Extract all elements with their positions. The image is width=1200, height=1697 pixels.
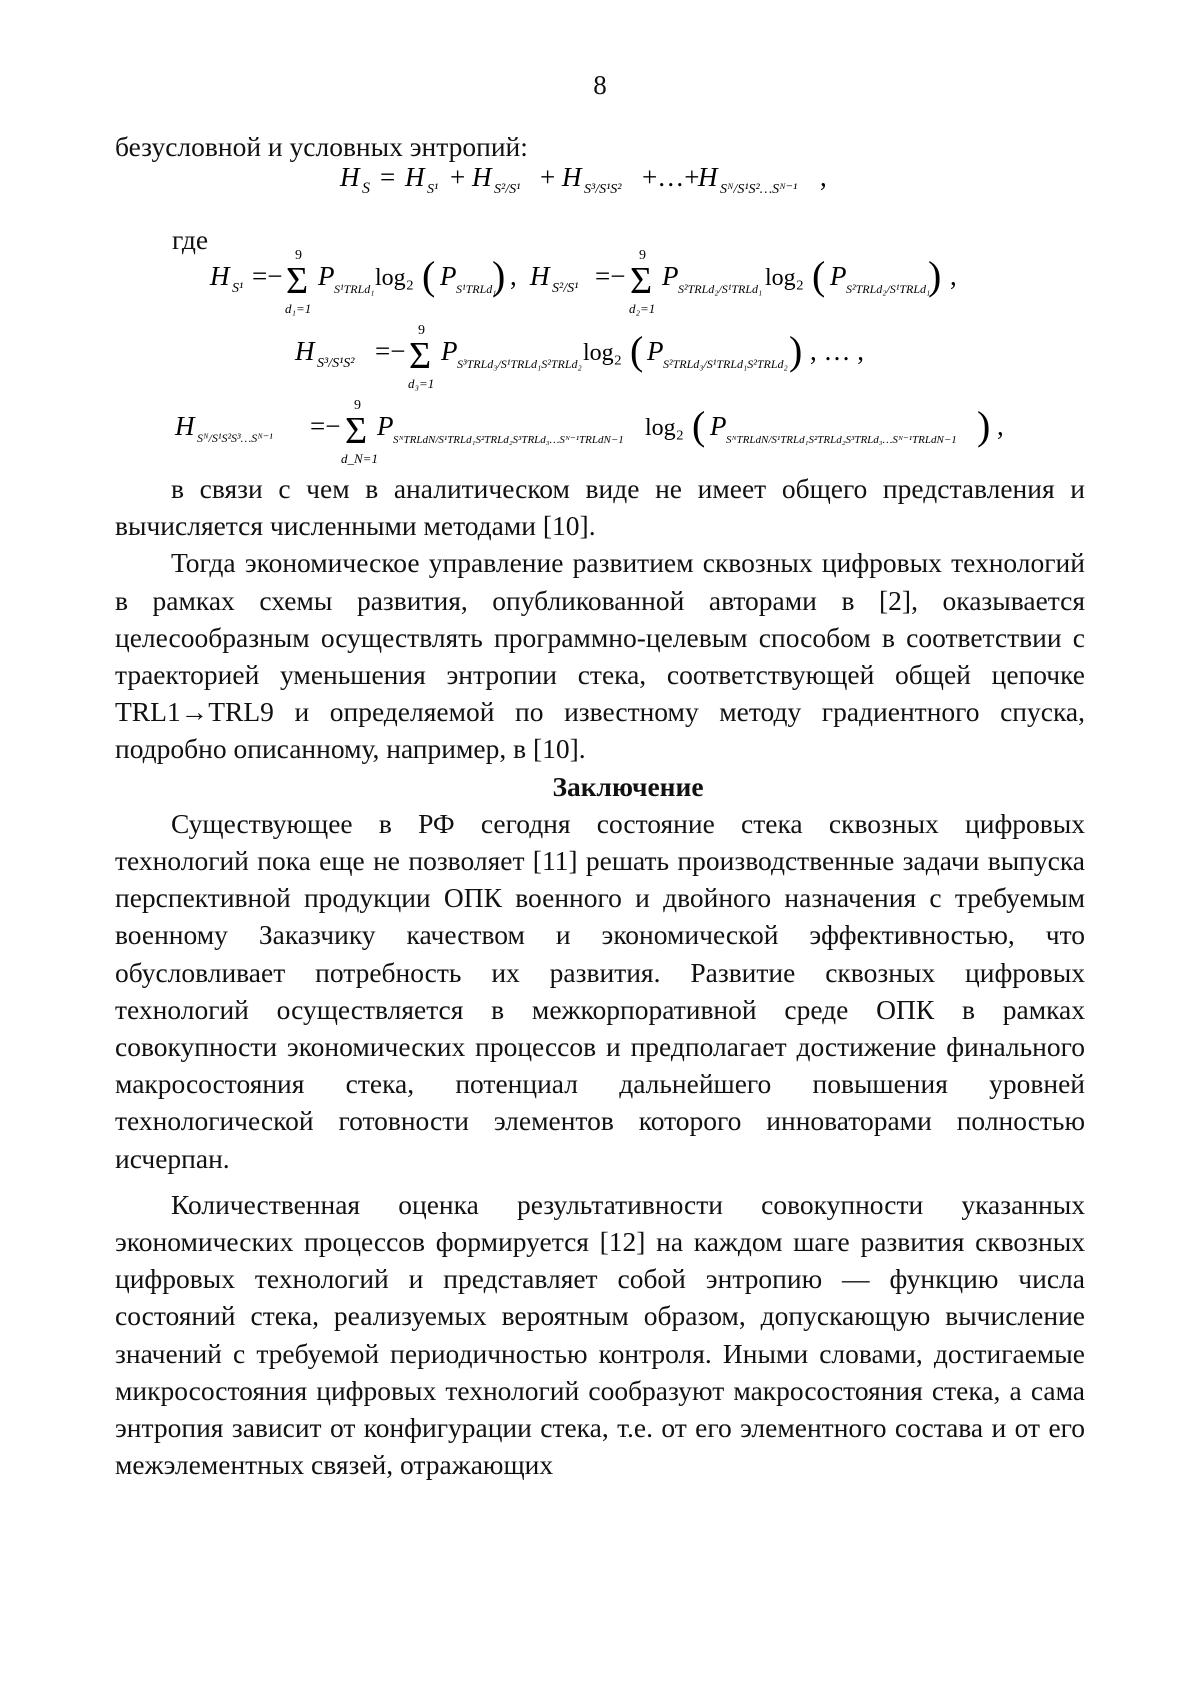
svg-text:log₂: log₂ [583,340,623,366]
svg-text:S¹: S¹ [427,182,439,197]
svg-text:P: P [441,336,458,366]
formula-h3 [285,320,905,400]
svg-text:P: P [710,411,727,441]
svg-text:S: S [362,180,370,197]
paragraph-3: Существующее в РФ сегодня состояние стека сквозных цифровых технологий пока еще не позволяет [11] решать производственные задачи выпуска перспективной продукции ОПК военного и двойного назначения с требуемым военному Заказчику качеством и экономической эффективностью, что обусловливает потребность их развития. Развитие сквозных цифровых технологий осуществляется в межкорпоративной среде ОПК в рамках совокупности экономических процессов и предполагает достижение финального макросостояния стека, потенциал дальнейшего повышения уровней технологической готовности элементов которого инноваторами полностью исчерпан. [115,807,1085,1174]
svg-text:,: , [510,261,517,291]
svg-text:H: H [562,162,582,192]
svg-text:P: P [318,261,335,291]
svg-text:+: + [540,162,556,192]
formula-h1-h2 [200,245,1080,325]
svg-text:S²/S¹: S²/S¹ [552,281,579,296]
svg-text:Σ: Σ [409,335,432,377]
svg-text:9: 9 [418,323,425,338]
svg-text:Σ: Σ [286,260,309,302]
svg-text:Σ: Σ [345,410,368,452]
where-word: где [172,224,209,255]
page-number: 8 [593,70,607,100]
svg-text:=−: =− [310,411,341,441]
svg-text:(: ( [630,328,644,373]
formula-hn [165,395,1095,475]
body-text [115,470,1085,1483]
svg-text:H: H [295,336,315,366]
paragraph-1: в связи с чем в аналитическом виде не имеет общего представления и вычисляется численными методами [10]. [115,473,1085,542]
svg-text:H: H [472,162,492,192]
svg-text:S²/S¹: S²/S¹ [494,182,521,197]
svg-text:S³/S¹S²: S³/S¹S² [317,356,355,371]
svg-text:9: 9 [295,248,302,263]
svg-text:,: , [950,261,957,291]
svg-text:S¹TRLd₁: S¹TRLd₁ [334,282,375,296]
svg-text:H: H [210,261,230,291]
svg-text:P: P [647,336,664,366]
svg-text:(: ( [812,253,826,298]
svg-text:S²TRLd₂/S¹TRLd₁: S²TRLd₂/S¹TRLd₁ [678,282,763,296]
svg-text:SᴺTRLdN/S¹TRLd₁S²TRLd₂S³TRLd₃…: SᴺTRLdN/S¹TRLd₁S²TRLd₂S³TRLd₃…Sᴺ⁻¹TRLdN−1 [393,434,624,446]
svg-text:d_N=1: d_N=1 [341,451,378,466]
svg-text:S¹TRLd₁: S¹TRLd₁ [456,282,497,296]
svg-text:S³TRLd₃/S¹TRLd₁S²TRLd₂: S³TRLd₃/S¹TRLd₁S²TRLd₂ [457,357,582,371]
svg-text:=−: =− [252,261,283,291]
svg-text:+…+: +…+ [642,162,700,192]
svg-text:log₂: log₂ [375,265,415,291]
paragraph-2: Тогда экономическое управление развитием сквозных цифровых технологий в рамках схемы развития, опубликованной авторами в [2], оказывается целесообразным осуществлять программно-целевым способом в соответствии с траекторией уменьшения энтропии стека, соответствующей общей цепочке TRL1→TRL9 и определяемой по известному методу градиентного спуска, подробно описанному, например, в [10]. [115,547,1085,765]
svg-text:, … ,: , … , [810,336,864,366]
svg-text:log₂: log₂ [765,265,805,291]
svg-text:log₂: log₂ [645,415,685,441]
formula-sum [330,158,850,208]
paragraph-4: Количественная оценка результативности совокупности указанных экономических процессов формируется [12] на каждом шаге развития сквозных цифровых технологий и представляет собой энтропию — функцию числа состояний стека, реализуемых вероятным образом, допускающую вычисление значений с требуемой периодичностью контроля. Иными словами, достигаемые микросостояния цифровых технологий сообразуют макросостояния стека, а сама энтропия зависит от конфигурации стека, т.е. от его элементного состава и от его межэлементных связей, отражающих [115,1188,1085,1481]
svg-text:H: H [340,162,360,192]
svg-text:): ) [492,253,506,298]
intro-text: безусловной и условных энтропий: [115,131,528,162]
svg-text:=: = [380,162,396,192]
svg-text:d₁=1: d₁=1 [285,301,312,316]
svg-text:H: H [175,411,195,441]
section-heading: Заключение [552,770,704,802]
svg-text:+: + [450,162,466,192]
svg-text:H: H [698,162,718,192]
svg-text:P: P [662,261,679,291]
svg-text:,: , [820,162,827,192]
svg-text:P: P [440,261,457,291]
svg-text:(: ( [692,403,706,448]
svg-text:): ) [789,328,803,373]
svg-text:S²TRLd₃/S¹TRLd₁S²TRLd₂: S²TRLd₃/S¹TRLd₁S²TRLd₂ [663,357,788,371]
svg-text:S²TRLd₂/S¹TRLd₁: S²TRLd₂/S¹TRLd₁ [846,282,931,296]
svg-text:P: P [377,411,394,441]
svg-text:S³/S¹S²: S³/S¹S² [584,182,622,197]
svg-text:(: ( [422,253,436,298]
svg-text:9: 9 [639,248,646,263]
svg-text:Σ: Σ [630,260,653,302]
svg-text:H: H [530,261,550,291]
svg-text:d₃=1: d₃=1 [408,376,435,391]
svg-text:P: P [830,261,847,291]
svg-text:): ) [928,253,942,298]
svg-text:=−: =− [595,261,626,291]
svg-text:9: 9 [354,398,361,413]
svg-text:=−: =− [375,336,406,366]
svg-text:d₂=1: d₂=1 [629,301,656,316]
svg-text:Sᴺ/S¹S²…Sᴺ⁻¹: Sᴺ/S¹S²…Sᴺ⁻¹ [720,182,798,197]
svg-text:Sᴺ/S¹S²S³…Sᴺ⁻¹: Sᴺ/S¹S²S³…Sᴺ⁻¹ [197,431,273,445]
svg-text:SᴺTRLdN/S¹TRLd₁S²TRLd₂S³TRLd₃…: SᴺTRLdN/S¹TRLd₁S²TRLd₂S³TRLd₃…Sᴺ⁻¹TRLdN−1 [726,434,957,446]
svg-text:S¹: S¹ [232,281,244,296]
svg-text:): ) [977,403,991,448]
svg-text:,: , [997,411,1004,441]
svg-text:H: H [405,162,425,192]
